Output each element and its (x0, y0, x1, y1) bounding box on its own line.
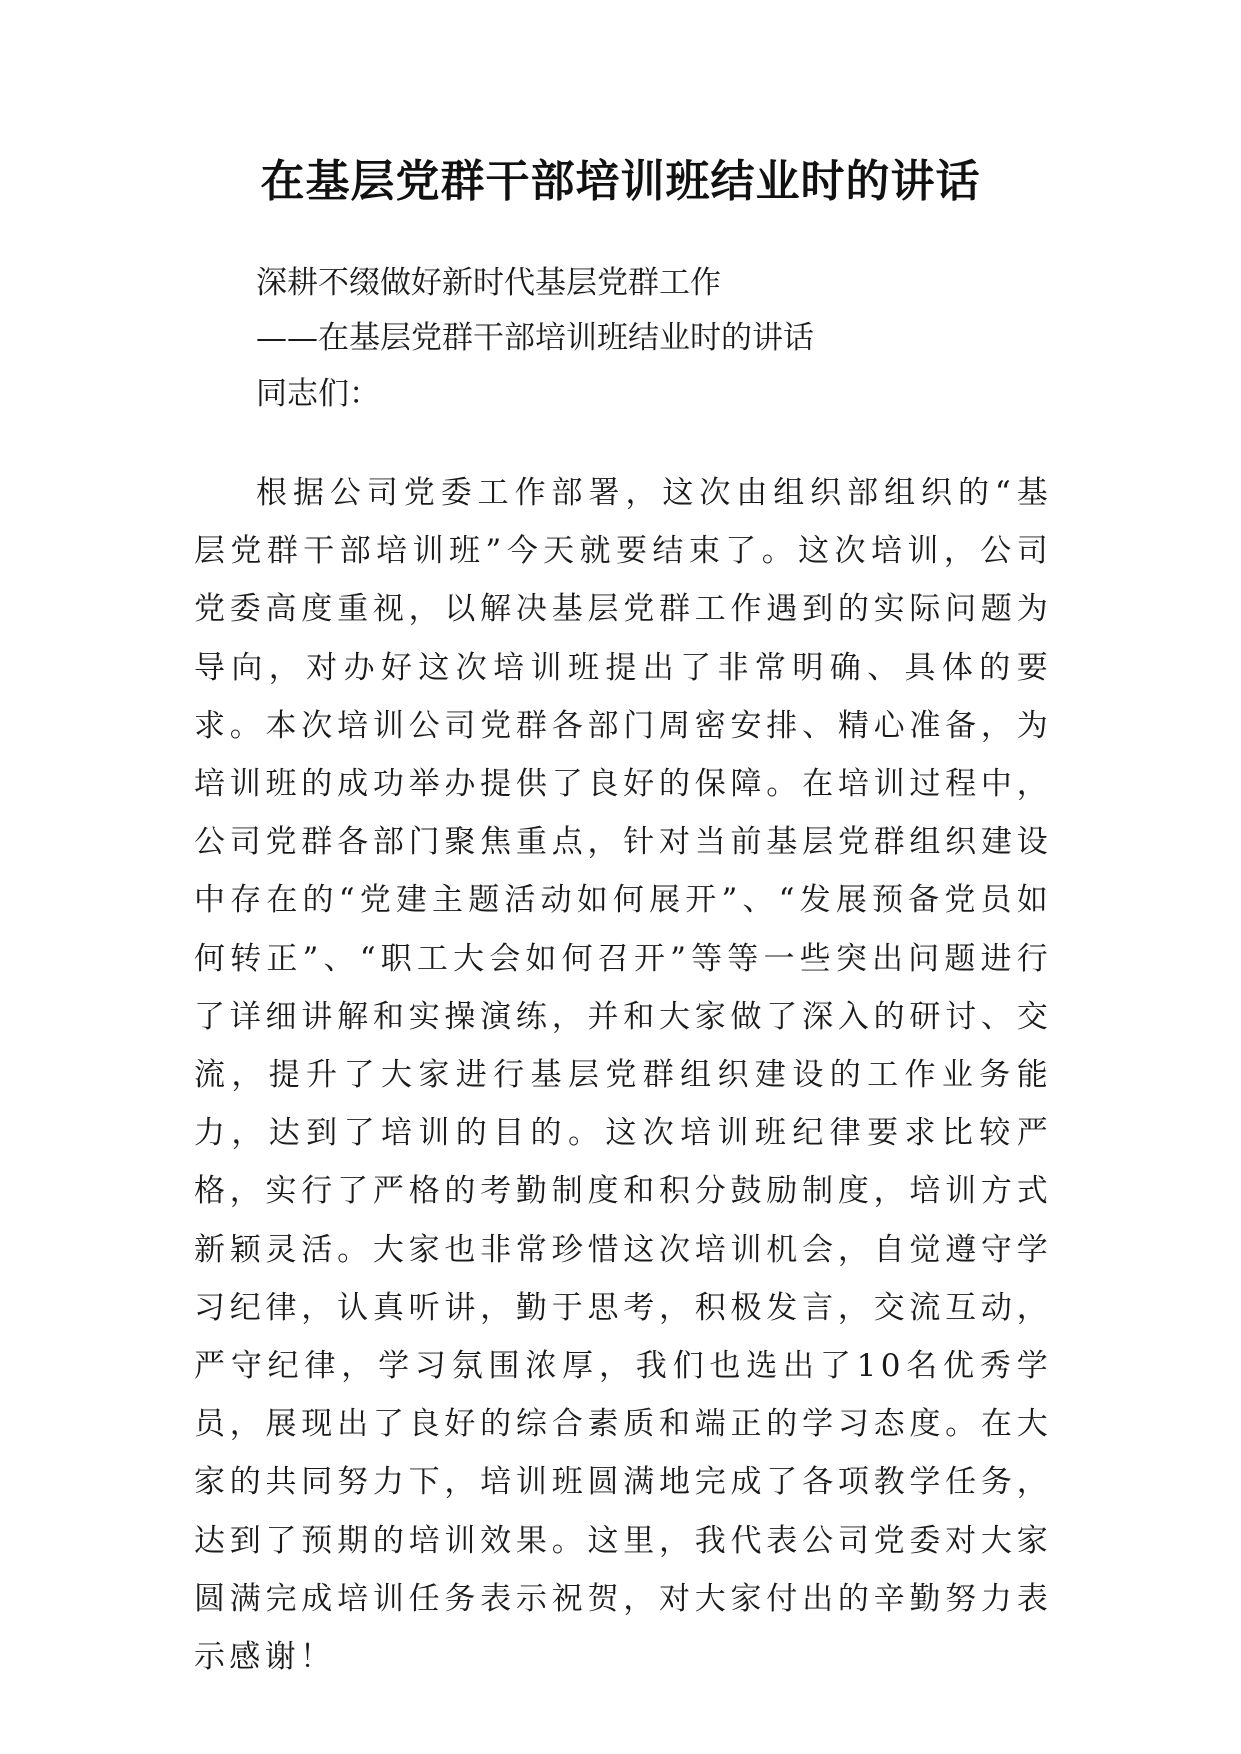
speech-paragraph: 根据公司党委工作部署，这次由组织部组织的“基层党群干部培训班”今天就要结束了。这次培训，公司党委高度重视，以解决基层党群工作遇到的实际问题为导向，对办好这次培训班提出了非常明确、具体的要求。本次培训公司党群各部门周密安排、精心准备，为培训班的成功举办提供了良好的保障。在培训过程中，公司党群各部门聚焦重点，针对当前基层党群组织建设中存在的“党建主题活动如何展开”、“发展预备党员如何转正”、“职工大会如何召开”等等一些突出问题进行了详细讲解和实操演练，并和大家做了深入的研讨、交流，提升了大家进行基层党群组织建设的工作业务能力，达到了培训的目的。这次培训班纪律要求比较严格，实行了严格的考勤制度和积分鼓励制度，培训方式新颖灵活。大家也非常珍惜这次培训机会，自觉遵守学习纪律，认真听讲，勤于思考，积极发言，交流互动，严守纪律，学习氛围浓厚，我们也选出了10名优秀学员，展现出了良好的综合素质和端正的学习态度。在大家的共同努力下，培训班圆满地完成了各项教学任务，达到了预期的培训效果。这里，我代表公司党委对大家圆满完成培训任务表示祝贺，对大家付出的辛勤努力表示感谢！ (194, 475, 1052, 1676)
speech-byline: ——在基层党群干部培训班结业时的讲话 (256, 320, 814, 356)
speech-subtitle: 深耕不缀做好新时代基层党群工作 (256, 265, 721, 301)
document-title: 在基层党群干部培训班结业时的讲话 (260, 156, 981, 207)
salutation: 同志们： (256, 376, 380, 412)
